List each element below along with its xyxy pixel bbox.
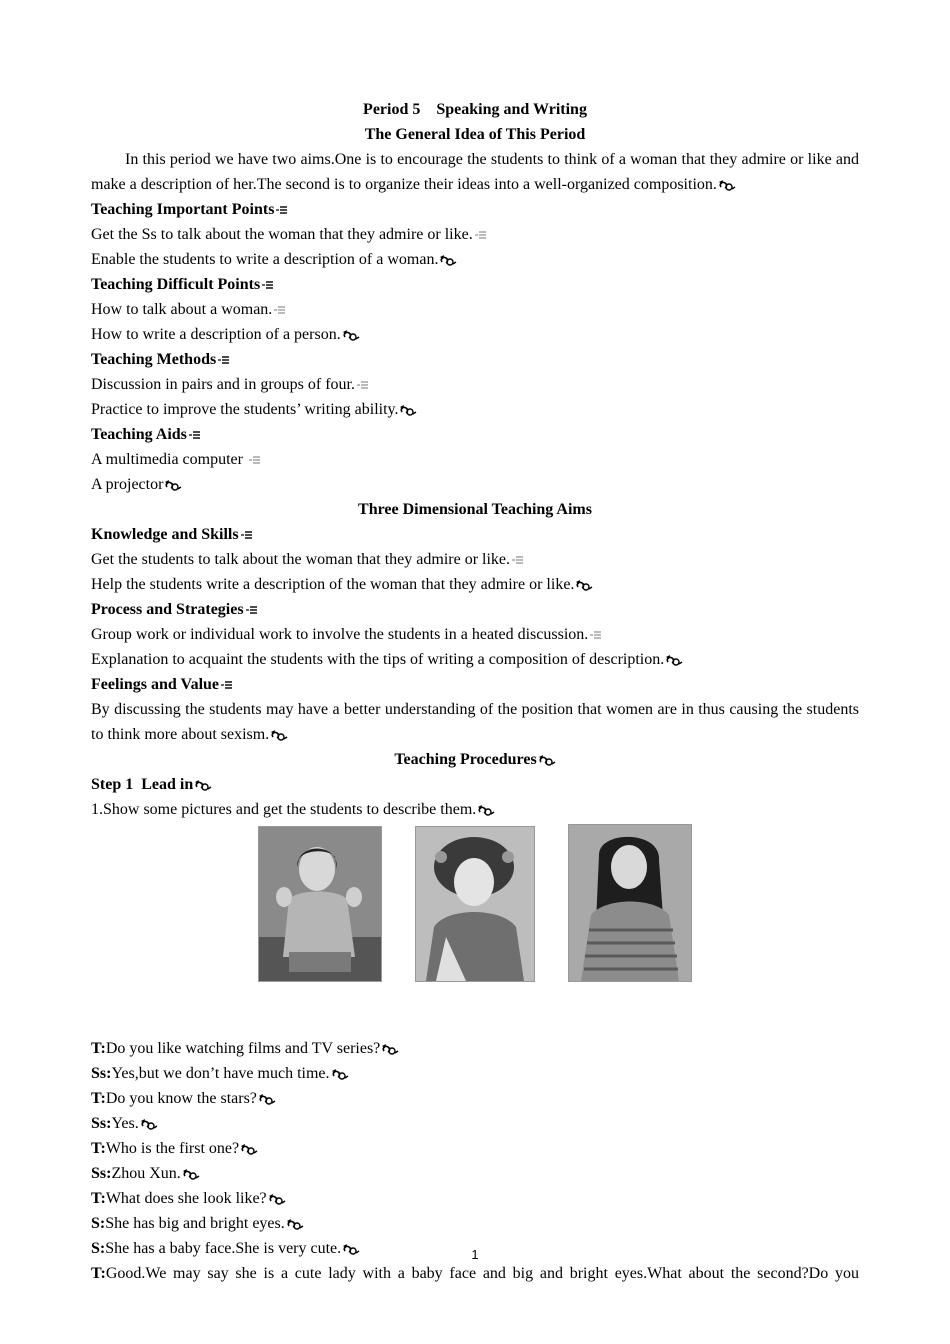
page-title: Period 5 Speaking and Writing	[363, 101, 587, 118]
return-mark-icon	[182, 1167, 200, 1181]
feelings-text: By discussing the students may have a better understanding of the position that women are in thus causing the students to think more about sexism.	[91, 701, 859, 743]
list-mark-icon	[248, 453, 261, 467]
speaker: Ss:	[91, 1115, 112, 1132]
return-mark-icon	[381, 1042, 399, 1056]
speaker: T:	[91, 1040, 106, 1057]
list-item	[91, 397, 859, 422]
heading-text: Feelings and Value	[91, 676, 220, 693]
list-mark-icon	[356, 378, 369, 392]
speaker: S:	[91, 1240, 106, 1257]
list-mark-icon	[245, 603, 258, 617]
utterance: Yes.	[111, 1115, 139, 1132]
list-mark-icon	[240, 528, 253, 542]
feelings-paragraph	[91, 697, 859, 747]
list-item	[91, 322, 859, 347]
list-mark-icon	[474, 228, 487, 242]
speaker: S:	[91, 1215, 106, 1232]
list-mark-icon	[261, 278, 274, 292]
list-mark-icon	[273, 303, 286, 317]
list-mark-icon	[511, 553, 524, 567]
dialogue-line	[91, 1261, 859, 1286]
utterance: Yes,but we don’t have much time.	[111, 1065, 330, 1082]
list-item	[91, 622, 859, 647]
photo-third-star	[568, 824, 692, 982]
item-text: Get the students to talk about the woman that they admire or like.	[91, 551, 511, 568]
heading-text: Teaching Procedures	[394, 751, 537, 768]
return-mark-icon	[538, 753, 556, 767]
photo-zhou-xun	[258, 826, 382, 982]
dialogue-line	[91, 1086, 859, 1111]
document-page	[91, 97, 859, 1286]
list-mark-icon	[275, 203, 288, 217]
methods-heading	[91, 347, 859, 372]
utterance: Do you like watching films and TV series?	[105, 1040, 381, 1057]
utterance: Good.We may say she is a cute lady with a baby face and big and bright eyes.What about the second?Do you	[105, 1265, 859, 1282]
utterance: Who is the first one?	[105, 1140, 240, 1157]
return-mark-icon	[286, 1217, 304, 1231]
utterance: Do you know the stars?	[105, 1090, 257, 1107]
aims-heading: Three Dimensional Teaching Aims	[358, 501, 592, 518]
list-item	[91, 222, 859, 247]
list-item	[91, 647, 859, 672]
dialogue-line	[91, 1186, 859, 1211]
knowledge-heading	[91, 522, 859, 547]
return-mark-icon	[439, 253, 457, 267]
return-mark-icon	[268, 1192, 286, 1206]
return-mark-icon	[665, 653, 683, 667]
utterance: She has a baby face.She is very cute.	[105, 1240, 342, 1257]
page-number: 1	[471, 1247, 479, 1262]
heading-text: Teaching Important Points	[91, 201, 275, 218]
procedures-heading	[91, 747, 859, 772]
list-mark-icon	[217, 353, 230, 367]
list-item	[91, 447, 859, 472]
speaker: T:	[91, 1090, 106, 1107]
utterance: Zhou Xun.	[111, 1165, 181, 1182]
heading-text: Teaching Aids	[91, 426, 187, 443]
dialogue-line	[91, 1136, 859, 1161]
item-text: Enable the students to write a description of a woman.	[91, 251, 439, 268]
feelings-heading	[91, 672, 859, 697]
item-text: A multimedia computer	[91, 451, 247, 468]
list-item	[91, 297, 859, 322]
list-item	[91, 572, 859, 597]
item-text: 1.Show some pictures and get the students to describe them.	[91, 801, 477, 818]
list-mark-icon	[589, 628, 602, 642]
item-text: How to talk about a woman.	[91, 301, 273, 318]
general-idea-paragraph	[91, 147, 859, 197]
heading-text: Process and Strategies	[91, 601, 244, 618]
heading-text: Knowledge and Skills	[91, 526, 239, 543]
process-heading	[91, 597, 859, 622]
speaker: T:	[91, 1265, 106, 1282]
star-photos	[91, 824, 859, 1014]
photo-second-star	[415, 826, 535, 982]
return-mark-icon	[164, 478, 182, 492]
utterance: She has big and bright eyes.	[105, 1215, 285, 1232]
list-mark-icon	[188, 428, 201, 442]
return-mark-icon	[194, 778, 212, 792]
item-text: How to write a description of a person.	[91, 326, 341, 343]
list-item	[91, 372, 859, 397]
speaker: Ss:	[91, 1065, 112, 1082]
item-text: Practice to improve the students’ writing ability.	[91, 401, 399, 418]
heading-text: Teaching Methods	[91, 351, 217, 368]
return-mark-icon	[270, 728, 288, 742]
general-idea-heading: The General Idea of This Period	[364, 126, 586, 143]
list-item	[91, 472, 859, 497]
step1-item	[91, 797, 859, 822]
list-item	[91, 547, 859, 572]
item-text: Discussion in pairs and in groups of four.	[91, 376, 355, 393]
return-mark-icon	[240, 1142, 258, 1156]
general-idea-text: In this period we have two aims.One is to encourage the students to think of a woman that they admire or like and make a description of her.The second is to organize their ideas into a well-organized composition.	[91, 151, 859, 193]
dialogue-line	[91, 1036, 859, 1061]
item-text: Help the students write a description of the woman that they admire or like.	[91, 576, 575, 593]
important-points-heading	[91, 197, 859, 222]
heading-text: Step 1 Lead in	[91, 776, 194, 793]
speaker: T:	[91, 1190, 106, 1207]
speaker: Ss:	[91, 1165, 112, 1182]
dialogue-line	[91, 1161, 859, 1186]
step1-heading	[91, 772, 859, 797]
speaker: T:	[91, 1140, 106, 1157]
list-item	[91, 247, 859, 272]
item-text: A projector	[91, 476, 164, 493]
return-mark-icon	[477, 803, 495, 817]
return-mark-icon	[342, 328, 360, 342]
return-mark-icon	[718, 178, 736, 192]
return-mark-icon	[399, 403, 417, 417]
dialogue-line	[91, 1111, 859, 1136]
return-mark-icon	[258, 1092, 276, 1106]
difficult-points-heading	[91, 272, 859, 297]
item-text: Explanation to acquaint the students with the tips of writing a composition of description.	[91, 651, 665, 668]
heading-text: Teaching Difficult Points	[91, 276, 261, 293]
utterance: What does she look like?	[105, 1190, 267, 1207]
list-mark-icon	[220, 678, 233, 692]
return-mark-icon	[331, 1067, 349, 1081]
aids-heading	[91, 422, 859, 447]
dialogue-line	[91, 1061, 859, 1086]
item-text: Get the Ss to talk about the woman that they admire or like.	[91, 226, 473, 243]
dialogue-line	[91, 1211, 859, 1236]
return-mark-icon	[575, 578, 593, 592]
item-text: Group work or individual work to involve the students in a heated discussion.	[91, 626, 589, 643]
return-mark-icon	[140, 1117, 158, 1131]
